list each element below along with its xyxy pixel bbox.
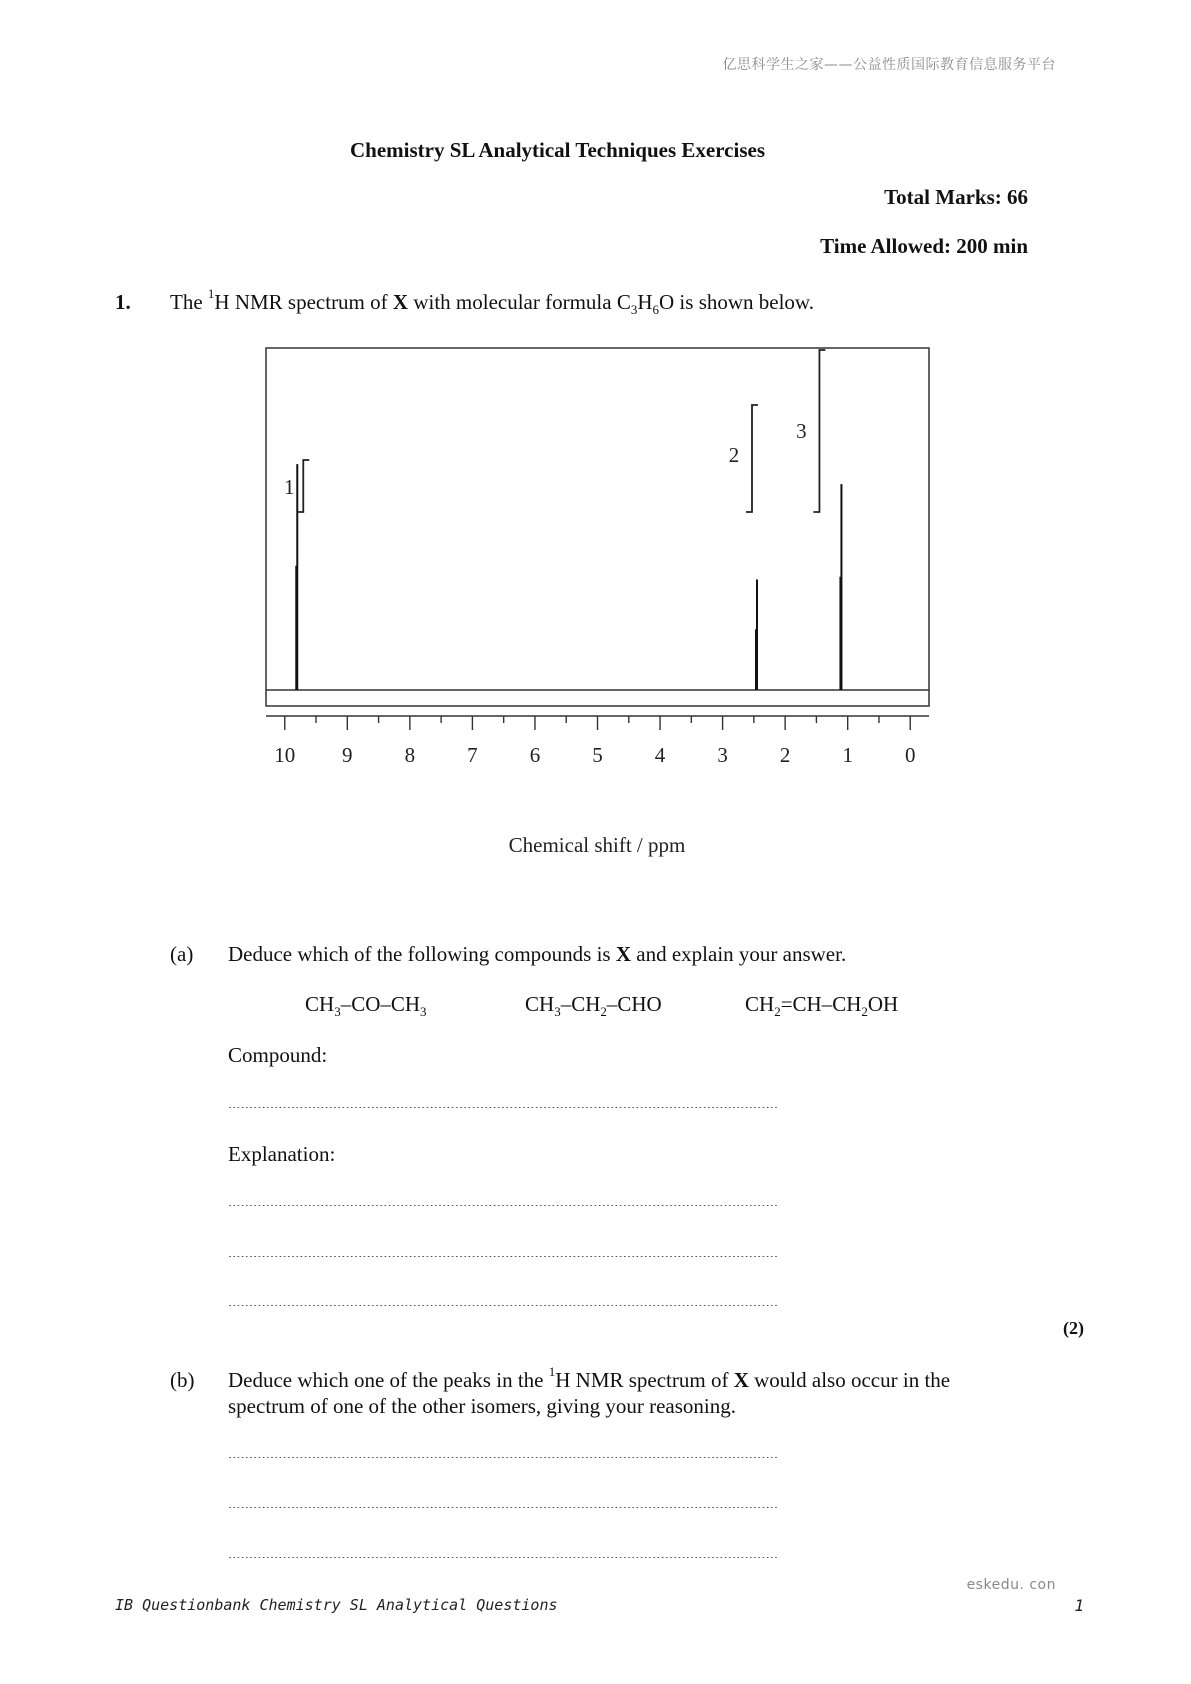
- answer-line-b-2[interactable]: ...................................................................................................................................: [228, 1496, 779, 1508]
- question-intro: The $^1$H NMR spectrum of X with molecular formula $C_3H_6O$ is shown below.: [170, 286, 814, 318]
- footer-source: IB Questionbank Chemistry SL Analytical Questions: [115, 1596, 558, 1614]
- answer-line-b-3[interactable]: ...................................................................................................................................: [228, 1546, 779, 1558]
- part-b-label: (b): [170, 1368, 195, 1392]
- answer-line-b-1[interactable]: ...................................................................................................................................: [228, 1446, 779, 1458]
- integration-trace: [813, 350, 825, 512]
- compound-option-2: $CH_3-CH_2$–CHO: [525, 992, 662, 1020]
- question-number: 1.: [115, 290, 131, 314]
- answer-line-explanation-3[interactable]: ...................................................................................................................................: [228, 1294, 779, 1306]
- header-watermark: 亿思科学生之家——公益性质国际教育信息服务平台: [722, 57, 1056, 73]
- page-number: 1: [1074, 1596, 1084, 1615]
- answer-line-explanation-2[interactable]: ...................................................................................................................................: [228, 1245, 779, 1257]
- compound-label: Compound:: [228, 1043, 328, 1067]
- compound-option-3: $CH_2=CH-CH_2OH$: [745, 992, 899, 1020]
- page-title: Chemistry SL Analytical Techniques Exercises: [350, 138, 765, 162]
- integration-label: 1: [284, 475, 295, 499]
- nmr-spectrum-chart: [240, 330, 940, 870]
- explanation-label: Explanation:: [228, 1142, 336, 1166]
- tick-label: 1: [842, 743, 853, 767]
- part-a-label: (a): [170, 942, 194, 966]
- tick-label: 4: [654, 743, 666, 767]
- tick-label: 9: [342, 743, 353, 767]
- peaks: [296, 464, 841, 690]
- integration-label: 2: [728, 443, 740, 467]
- tick-label: 2: [779, 743, 791, 767]
- integration-trace: [297, 460, 309, 512]
- x-axis-label: Chemical shift / ppm: [508, 833, 686, 857]
- part-a-marks: (2): [1063, 1318, 1084, 1338]
- tick-label: 6: [529, 743, 541, 767]
- part-b-question-line2: spectrum of one of the other isomers, giving your reasoning.: [228, 1394, 736, 1418]
- part-a-question: Deduce which of the following compounds is X and explain your answer.: [228, 942, 847, 966]
- tick-label: 3: [717, 743, 728, 767]
- integration-trace: [746, 405, 758, 512]
- footer-watermark: eskedu. con: [966, 1577, 1056, 1593]
- tick-label: 8: [404, 743, 416, 767]
- tick-label: 7: [467, 743, 478, 767]
- tick-label: 0: [904, 743, 916, 767]
- compound-option-1: $CH_3-CO-CH_3$: [305, 992, 427, 1020]
- time-allowed: Time Allowed: 200 min: [820, 234, 1028, 258]
- x-axis-ticks: [266, 690, 929, 767]
- part-b-question-line1: Deduce which one of the peaks in the $^1$H NMR spectrum of X would also occur in the: [228, 1364, 951, 1392]
- answer-line-compound[interactable]: ...................................................................................................................................: [228, 1096, 779, 1108]
- tick-label: 10: [274, 743, 296, 767]
- integration-curves: [284, 350, 825, 512]
- integration-label: 3: [796, 419, 807, 443]
- answer-line-explanation-1[interactable]: ...................................................................................................................................: [228, 1194, 779, 1206]
- total-marks: Total Marks: 66: [884, 185, 1028, 209]
- tick-label: 5: [592, 743, 603, 767]
- plot-frame: [266, 348, 929, 706]
